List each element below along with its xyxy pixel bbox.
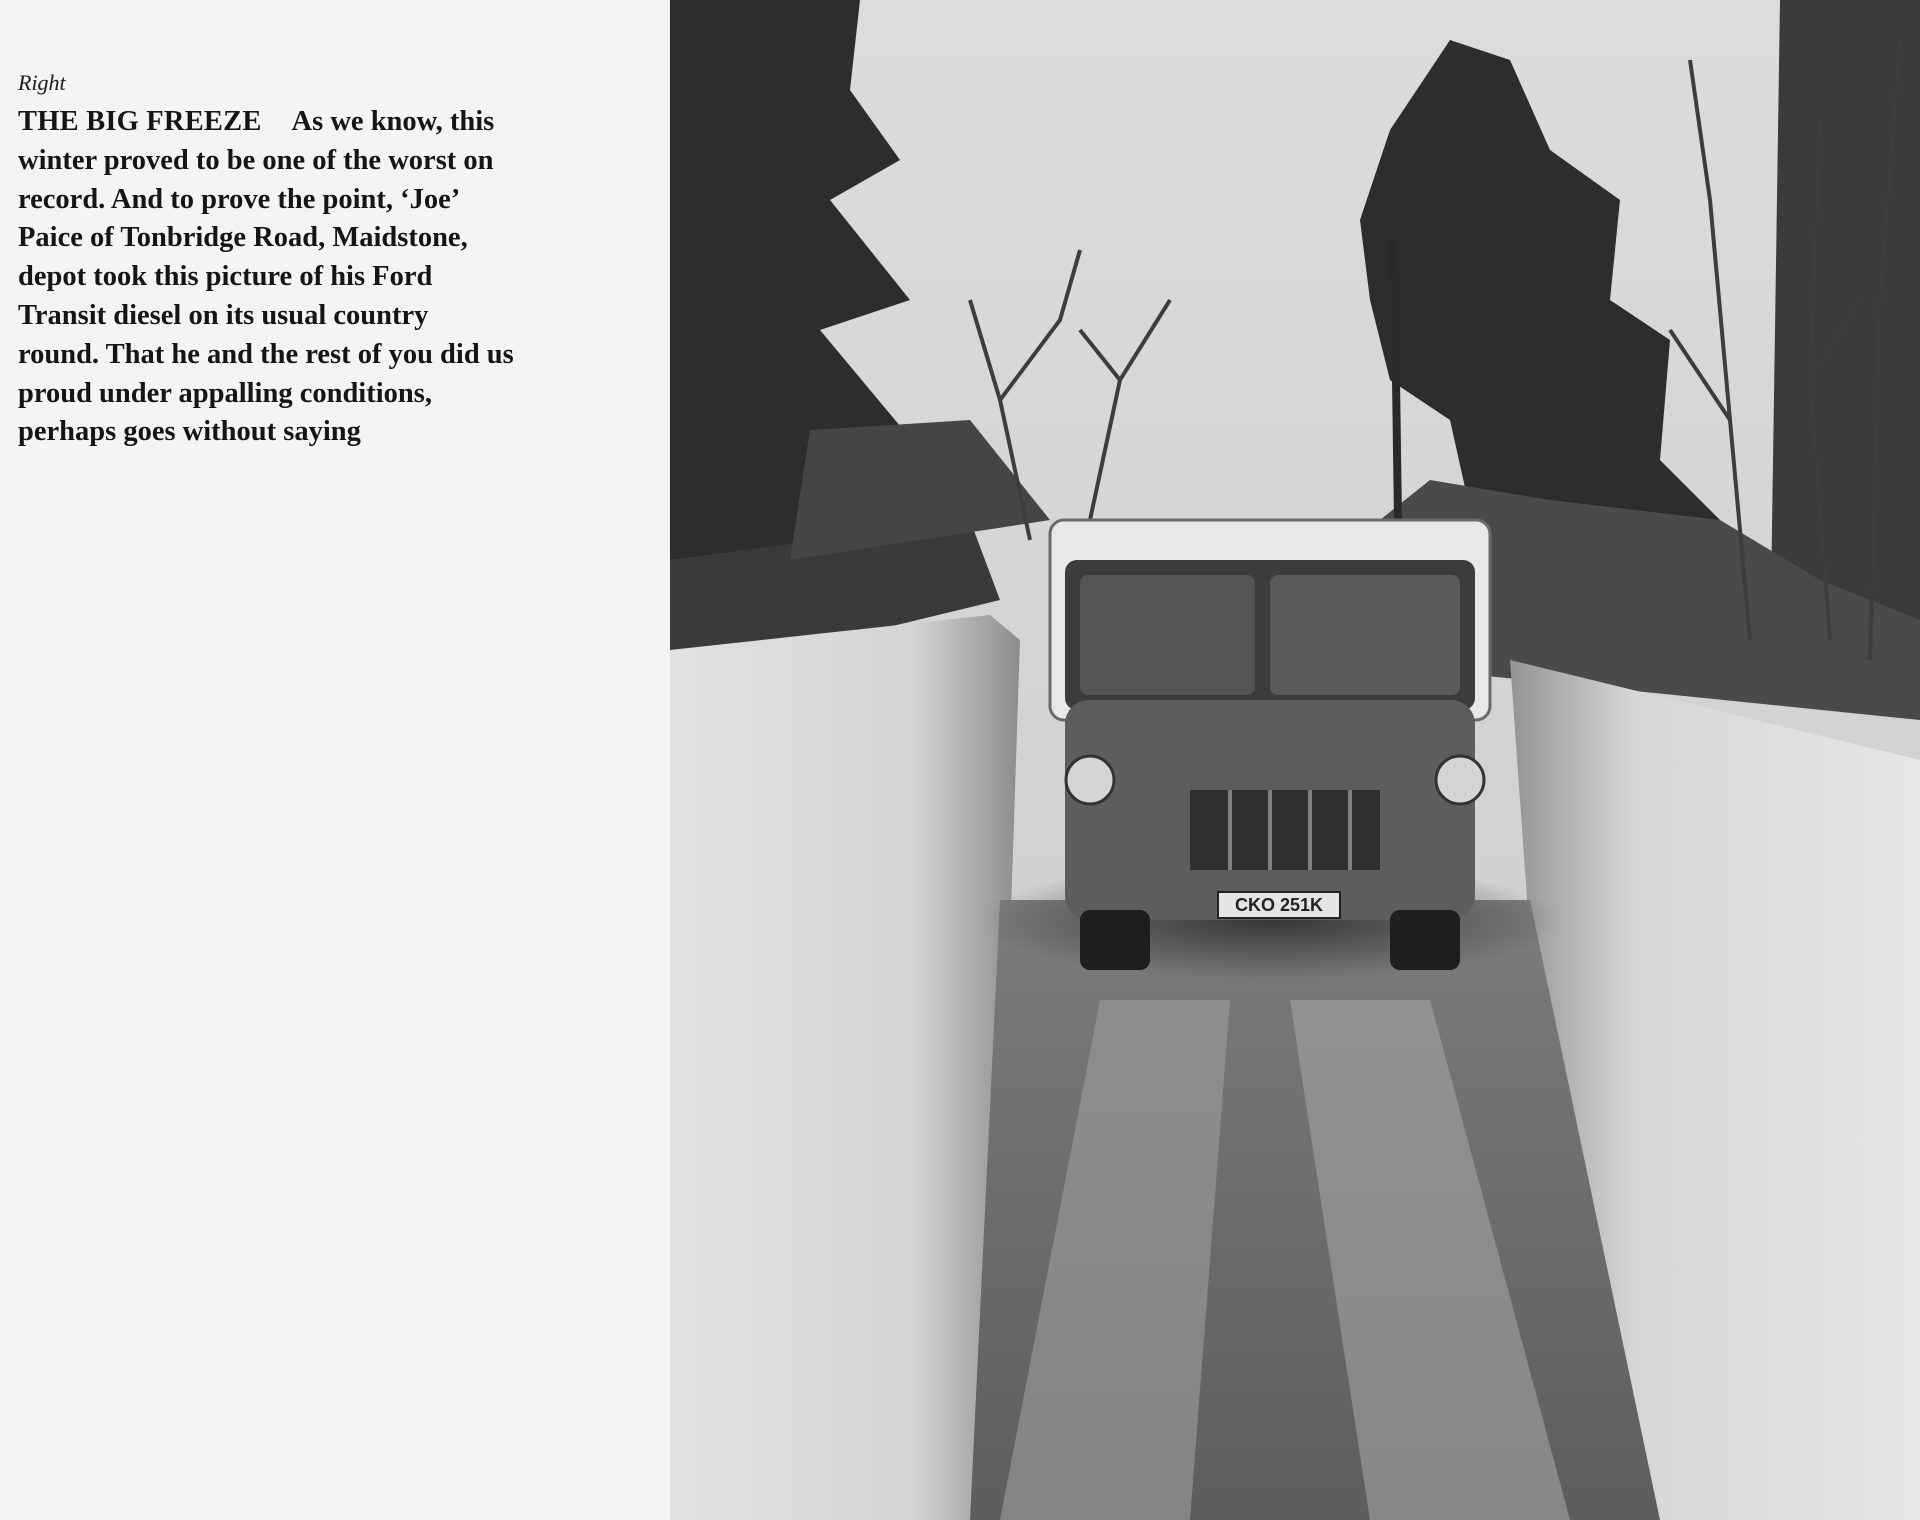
caption-text: perhaps goes without saying: [18, 416, 361, 448]
photo-illustration: [670, 0, 1920, 1520]
caption-line-1: [18, 103, 628, 142]
caption-text: winter proved to be one of the worst on: [18, 144, 494, 176]
caption-text: depot took this picture of his Ford: [18, 261, 433, 293]
caption-text: round. That he and the rest of you did us: [18, 338, 514, 370]
caption-body: [18, 103, 628, 452]
telegraph-pole: [1394, 240, 1398, 520]
caption-text: Paice of Tonbridge Road, Maidstone,: [18, 222, 468, 254]
number-plate-text: CKO 251K: [1234, 895, 1324, 915]
caption-text: As we know, this: [291, 106, 495, 137]
caption-column: [0, 0, 670, 1520]
left-snowbank: [670, 615, 1020, 1520]
caption-heading: THE BIG FREEZE: [18, 106, 262, 137]
caption-kicker: Right: [18, 70, 66, 95]
van: [1050, 520, 1490, 970]
caption-text: record. And to prove the point, ‘Joe’: [18, 183, 461, 215]
caption-text: Transit diesel on its usual country: [18, 299, 429, 331]
snow-lane-photo: [670, 0, 1920, 1520]
caption-text: proud under appalling conditions,: [18, 377, 432, 409]
